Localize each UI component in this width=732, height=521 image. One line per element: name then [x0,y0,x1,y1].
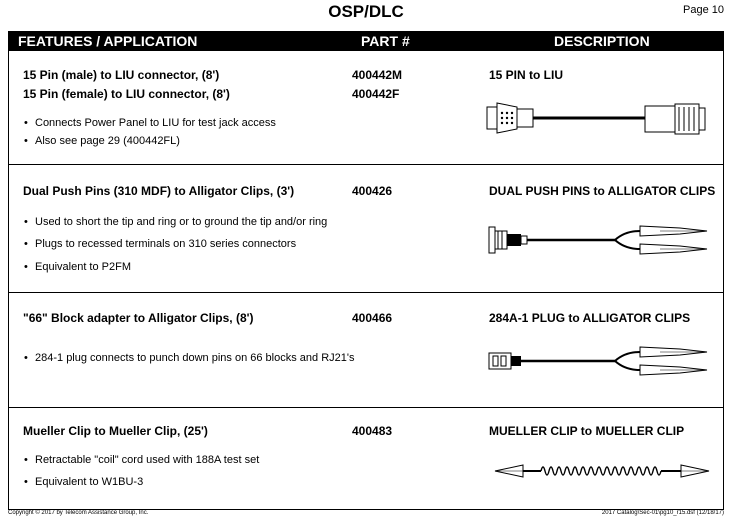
bullet-item: • Plugs to recessed terminals on 310 series connectors [35,238,296,250]
part-number: 400483 [352,424,393,438]
part-number: 400426 [352,184,393,198]
header-part: PART # [361,33,410,49]
bullet-item: • Equivalent to P2FM [35,261,131,273]
feature-title: 15 Pin (male) to LIU connector, (8') [23,68,220,82]
description-label: DUAL PUSH PINS to ALLIGATOR CLIPS [489,184,716,198]
feature-title: "66" Block adapter to Alligator Clips, (8') [23,311,254,325]
file-reference-text: 2017 Catalog\Sec-01\pg10_r15.dsf (12/18/17) [601,510,724,516]
table-row [9,408,723,509]
feature-title: 15 Pin (female) to LIU connector, (8') [23,87,230,101]
description-label: MUELLER CLIP to MUELLER CLIP [489,424,685,438]
table-row [9,51,723,165]
bullet-item: • Also see page 29 (400442FL) [35,135,180,147]
table-row [9,293,723,408]
bullet-item: • Used to short the tip and ring or to ground the tip and/or ring [35,216,327,228]
coil-cord-mueller-icon [485,456,721,486]
bullet-item: • Retractable "coil" cord used with 188A test set [35,454,259,466]
page-title: OSP/DLC [328,2,404,21]
table-header [8,31,724,51]
feature-title: Mueller Clip to Mueller Clip, (25') [23,424,208,438]
page-number: Page 10 [683,4,724,16]
plug-alligator-cable-icon [485,341,721,387]
product-table [8,51,724,510]
bullet-item: • Connects Power Panel to LIU for test jack access [35,117,276,129]
description-label: 15 PIN to LIU [489,68,564,82]
table-row [9,165,723,293]
header-features: FEATURES / APPLICATION [18,33,198,49]
feature-title: Dual Push Pins (310 MDF) to Alligator Clips, (3') [23,184,295,198]
bullet-item: • Equivalent to W1BU-3 [35,476,143,488]
part-number: 400466 [352,311,393,325]
db15-to-liu-cable-icon [485,93,721,143]
copyright-text: Copyright © 2017 by Telecom Assistance Group, Inc. [8,510,149,516]
header-description: DESCRIPTION [554,33,650,49]
bullet-item: • 284-1 plug connects to punch down pins on 66 blocks and RJ21's [35,352,354,364]
part-number: 400442F [352,87,400,101]
part-number: 400442M [352,68,403,82]
push-pin-alligator-cable-icon [485,217,721,263]
description-label: 284A-1 PLUG to ALLIGATOR CLIPS [489,311,691,325]
